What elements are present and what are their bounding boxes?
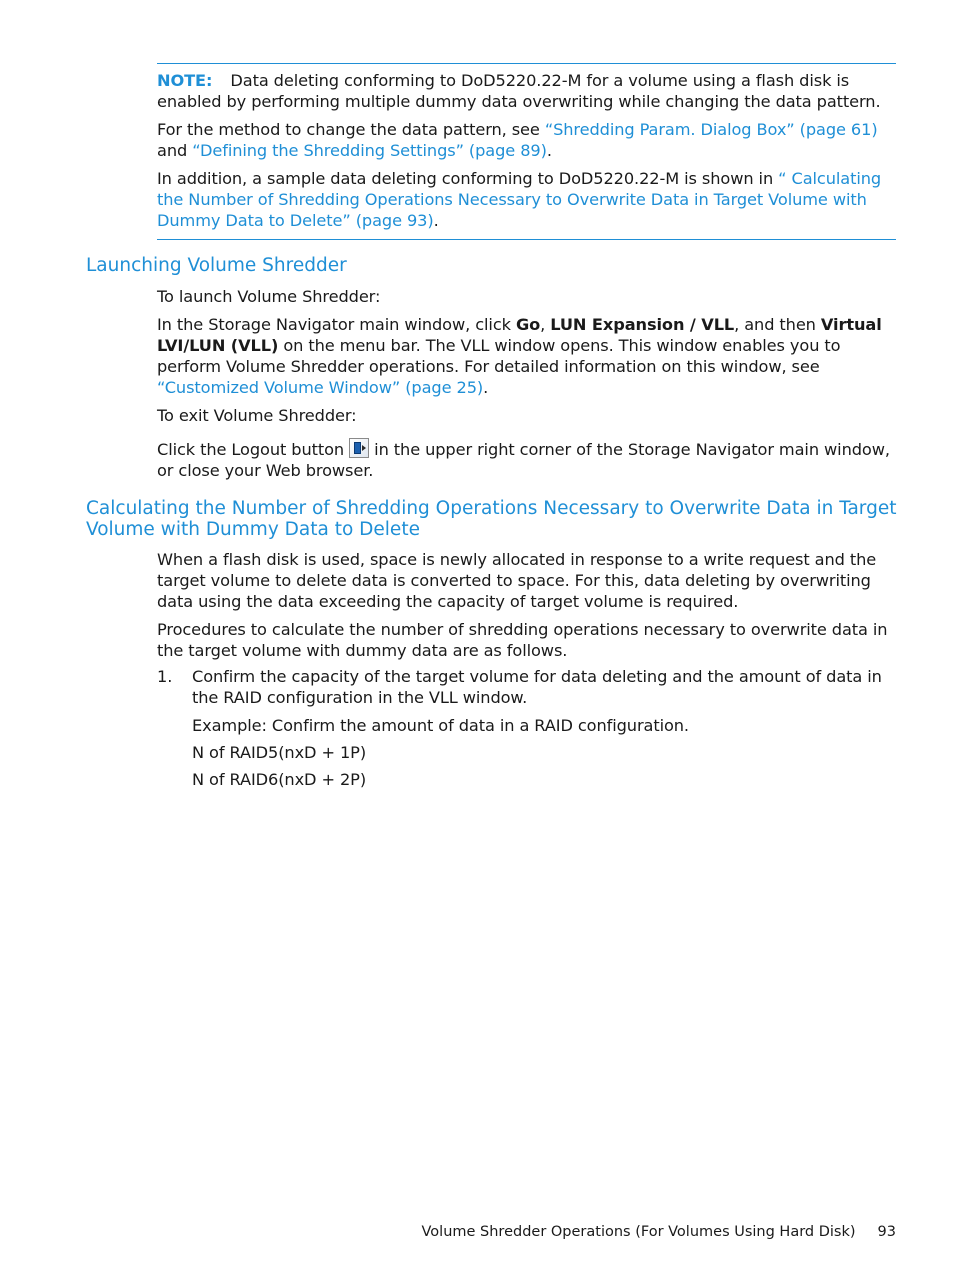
page-footer xyxy=(422,1222,897,1242)
link-calculating-shredding-operations[interactable]: “ Calculating the Number of Shredding Operations Necessary to Overwrite Data in Target Volume with Dummy Data to Delete” (page 93) xyxy=(157,169,882,230)
launch-section xyxy=(157,286,897,481)
calc-section xyxy=(157,549,897,661)
page-number: 93 xyxy=(877,1224,896,1240)
raid6-formula: N of RAID6(nxD + 2P) xyxy=(192,770,367,789)
note-paragraph-1 xyxy=(157,70,896,112)
logout-icon xyxy=(349,438,369,458)
note-box xyxy=(157,63,896,240)
exit-intro: To exit Volume Shredder: xyxy=(157,406,357,425)
launch-instructions xyxy=(157,314,897,398)
menu-lun-expansion-vll: LUN Expansion / VLL xyxy=(550,315,735,334)
launch-text-b: , and then xyxy=(734,315,821,334)
menu-virtual-lvi-lun: Virtual LVI/LUN (VLL) xyxy=(157,315,882,355)
step-body xyxy=(192,666,897,790)
note-text-3a: In addition, a sample data deleting conforming to DoD5220.22-M is shown in xyxy=(157,169,779,188)
note-text-2a: For the method to change the data pattern, see xyxy=(157,120,545,139)
footer-title: Volume Shredder Operations (For Volumes Using Hard Disk) xyxy=(421,1224,856,1240)
note-label: NOTE: xyxy=(157,71,213,90)
link-defining-shredding-settings[interactable]: “Defining the Shredding Settings” (page 89) xyxy=(192,141,547,160)
step-number: 1. xyxy=(157,667,173,686)
calc-paragraph-2: Procedures to calculate the number of shredding operations necessary to overwrite data in the target volume with dummy data are as follows. xyxy=(157,620,888,660)
exit-text-a: Click the Logout button xyxy=(157,440,350,459)
calc-paragraph-1: When a flash disk is used, space is newly allocated in response to a write request and the target volume to delete data is converted to space. For this, data deleting by overwriting data using the data exceeding the capacity of target volume is required. xyxy=(157,550,877,611)
menu-go: Go xyxy=(515,315,541,334)
link-shredding-param-dialog[interactable]: “Shredding Param. Dialog Box” (page 61) xyxy=(544,120,878,139)
note-paragraph-2 xyxy=(157,119,896,161)
raid5-formula: N of RAID5(nxD + 1P) xyxy=(192,743,367,762)
heading-calculating-shredding-operations: Calculating the Number of Shredding Operations Necessary to Overwrite Data in Target Volume with Dummy Data to Delete xyxy=(86,498,897,540)
launch-text-c: on the menu bar. The VLL window opens. This window enables you to perform Volume Shredder operations. For detailed information on this window, see xyxy=(157,336,841,376)
note-text-2b: and xyxy=(157,141,193,160)
exit-text-b: in the upper right corner of the Storage Navigator main window, or close your Web browser. xyxy=(157,440,890,480)
launch-text-d: . xyxy=(483,378,489,397)
launch-text-a: In the Storage Navigator main window, click xyxy=(157,315,516,334)
step-text: Confirm the capacity of the target volume for data deleting and the amount of data in the RAID configuration in the VLL window. xyxy=(192,667,882,707)
note-text-2c: . xyxy=(546,141,552,160)
step-example: Example: Confirm the amount of data in a RAID configuration. xyxy=(192,716,689,735)
note-paragraph-3 xyxy=(157,168,896,231)
launch-text-comma: , xyxy=(540,315,551,334)
exit-instructions xyxy=(157,438,897,481)
note-text-3b: . xyxy=(433,211,439,230)
note-text-1: Data deleting conforming to DoD5220.22-M for a volume using a flash disk is enabled by performing multiple dummy data overwriting while changing the data pattern. xyxy=(157,71,881,111)
heading-launching-volume-shredder: Launching Volume Shredder xyxy=(86,255,347,276)
link-customized-volume-window[interactable]: “Customized Volume Window” (page 25) xyxy=(157,378,484,397)
launch-intro: To launch Volume Shredder: xyxy=(157,287,381,306)
